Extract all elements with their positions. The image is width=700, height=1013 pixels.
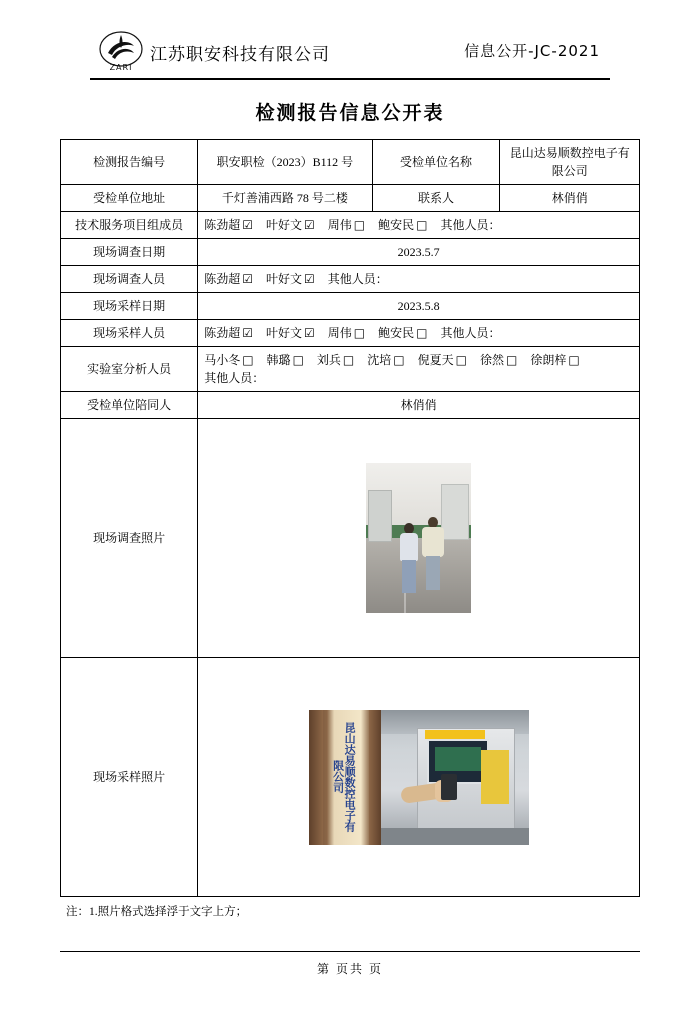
sampling-date-label: 现场采样日期 [61, 293, 198, 320]
photo-survey-cell [198, 419, 640, 658]
contact-label: 联系人 [372, 185, 500, 212]
escort-value: 林俏俏 [198, 392, 640, 419]
page-footer [60, 951, 640, 978]
report-info-table [60, 139, 640, 897]
company-sign-photo [309, 710, 381, 845]
sampling-staff-cell [198, 320, 640, 347]
sampling-staff-name: 叶好文 [265, 326, 302, 340]
report-no-label: 检测报告编号 [61, 140, 198, 185]
svg-text:ZARI: ZARI [109, 63, 133, 72]
sampling-staff-checkbox[interactable]: □ [416, 326, 428, 340]
lab-staff-checkbox[interactable]: □ [242, 353, 254, 367]
photo-sampling-label: 现场采样照片 [61, 658, 198, 897]
team-member-name: 周伟 [327, 218, 352, 232]
table-row [61, 140, 640, 185]
table-note: 注：1.照片格式选择浮于文字上方； [66, 906, 248, 918]
table-row [61, 185, 640, 212]
table-row [61, 320, 640, 347]
contact-value: 林俏俏 [500, 185, 640, 212]
table-row [61, 293, 640, 320]
lab-staff-name: 徐朗梓 [530, 353, 567, 367]
lab-staff-name: 马小冬 [204, 353, 241, 367]
sampling-staff-name: 鲍安民 [378, 326, 415, 340]
lab-staff-checkbox[interactable]: □ [506, 353, 518, 367]
team-others-label: 其他人员： [440, 218, 501, 232]
lab-staff-name: 徐然 [479, 353, 504, 367]
team-member-checkbox[interactable]: ☑ [303, 218, 315, 232]
sampling-equipment-photo [381, 710, 529, 845]
site-sampling-photo [309, 710, 529, 845]
lab-staff-name: 刘兵 [316, 353, 341, 367]
team-member-name: 鲍安民 [378, 218, 415, 232]
team-member-checkbox[interactable]: □ [416, 218, 428, 232]
lab-staff-checkbox[interactable]: □ [292, 353, 304, 367]
client-label: 受检单位名称 [372, 140, 500, 185]
page-header [60, 24, 640, 80]
team-member-checkbox[interactable]: ☑ [242, 218, 253, 232]
photo-survey-label: 现场调查照片 [61, 419, 198, 658]
page-title: 检测报告信息公开表 [255, 102, 445, 124]
team-member-name: 陈劲超 [204, 218, 241, 232]
team-member-checkbox[interactable]: □ [353, 218, 366, 232]
sampling-staff-name: 周伟 [327, 326, 352, 340]
lab-staff-checkbox[interactable]: □ [342, 353, 355, 367]
survey-staff-others-label: 其他人员： [327, 272, 388, 286]
client-value: 昆山达易顺数控电子有限公司 [500, 140, 640, 185]
table-row-photo-survey [61, 419, 640, 658]
lab-staff-checkbox[interactable]: □ [568, 353, 580, 367]
address-value: 千灯善浦西路 78 号二楼 [198, 185, 372, 212]
survey-staff-checkbox[interactable]: ☑ [303, 272, 315, 286]
header-divider [90, 78, 610, 80]
sampling-staff-checkbox[interactable]: ☑ [242, 326, 253, 340]
table-row-photo-sampling [61, 658, 640, 897]
lab-others-label: 其他人员： [204, 371, 265, 385]
survey-date-value: 2023.5.7 [198, 239, 640, 266]
lab-staff-name: 韩璐 [266, 353, 291, 367]
survey-staff-name: 陈劲超 [204, 272, 241, 286]
company-sign-text: 昆山达易顺数控电子有限公司 [331, 721, 357, 832]
escort-label: 受检单位陪同人 [61, 392, 198, 419]
team-label: 技术服务项目组成员 [61, 212, 198, 239]
footer-divider [60, 951, 640, 953]
table-row [61, 212, 640, 239]
photo-sampling-cell [198, 658, 640, 897]
survey-date-label: 现场调查日期 [61, 239, 198, 266]
team-member-name: 叶好文 [265, 218, 302, 232]
document-code: 信息公开-JC-2021 [464, 42, 600, 60]
lab-staff-name: 沈培 [367, 353, 392, 367]
site-survey-photo [366, 463, 471, 613]
table-row [61, 266, 640, 293]
lab-staff-cell [198, 347, 640, 392]
lab-staff-name: 倪夏天 [417, 353, 454, 367]
table-row [61, 347, 640, 392]
sampling-date-value: 2023.5.8 [198, 293, 640, 320]
address-label: 受检单位地址 [61, 185, 198, 212]
company-logo-icon [98, 29, 144, 75]
sampling-staff-checkbox[interactable]: ☑ [303, 326, 315, 340]
page-number: 第 页共 页 [316, 962, 383, 976]
company-name: 江苏职安科技有限公司 [150, 44, 330, 65]
lab-label: 实验室分析人员 [61, 347, 198, 392]
survey-staff-cell [198, 266, 640, 293]
sampling-staff-label: 现场采样人员 [61, 320, 198, 347]
survey-staff-checkbox[interactable]: ☑ [242, 272, 253, 286]
lab-staff-checkbox[interactable]: □ [455, 353, 467, 367]
survey-staff-label: 现场调查人员 [61, 266, 198, 293]
table-row [61, 392, 640, 419]
document-page [0, 24, 700, 1013]
sampling-staff-name: 陈劲超 [204, 326, 241, 340]
report-no-value: 职安职检（2023）B112 号 [198, 140, 372, 185]
table-row [61, 239, 640, 266]
survey-staff-name: 叶好文 [265, 272, 302, 286]
team-members-cell [198, 212, 640, 239]
lab-staff-checkbox[interactable]: □ [393, 353, 405, 367]
sampling-staff-others-label: 其他人员： [440, 326, 501, 340]
sampling-staff-checkbox[interactable]: □ [353, 326, 366, 340]
